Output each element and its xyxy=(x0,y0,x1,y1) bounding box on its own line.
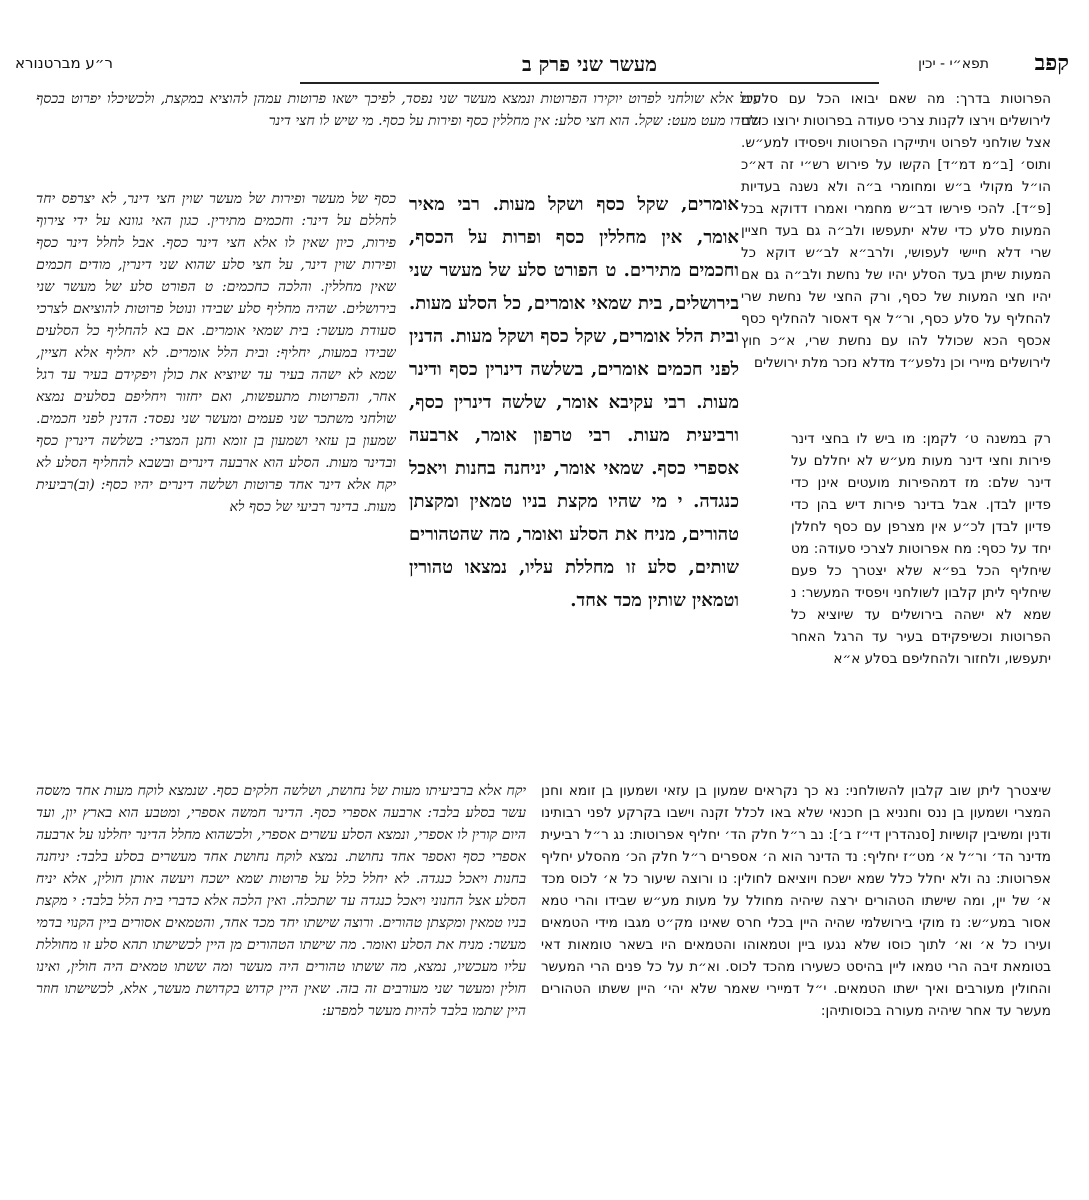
mishnah-text: אומרים, שקל כסף ושקל מעות. רבי מאיר אומר, אין מחללין כסף ופרות על הכסף, וחכמים מתירים. ט הפורט סלע של מעשר שני בירושלים, בית שמאי אומרים, כל הסלע מעות. ובית הלל אומרים, שקל כסף ושקל מעות. הדנין לפני חכמים אומרים, בשלשה דינרין כסף ודינר מעות. רבי עקיבא אומר, שלשה דינרין כסף, ורביעית מעות. רבי טרפון אומר, ארבעה אספרי כסף. שמאי אומר, יניחנה בחנות ויאכל כנגדה. י מי שהיו מקצת בניו טמאין ומקצתן טהורים, מניח את הסלע ואומר, מה שהטהורים שותים, סלע זו מחללת עליו, נמצאו טהורין וטמאין שותין מכד אחד. xyxy=(409,194,739,611)
bartenura-commentary-top xyxy=(36,88,761,188)
tiferet-commentary-middle xyxy=(791,428,1051,788)
tiferet-bottom-text: שיצטרך ליתן שוב קלבון להשולחני: נא כך נקראים שמעון בן עזאי ושמעון בן זומא וחנן המצרי ושמעון בן ננס וחנניא בן חכנאי שלא באו לכלל זקנה וישבו בקרקע לפני רבותינו ודנין ומשיבין קושיות [סנהדרין די״ז ב׳]: נב ר״ל חלק הד׳ יחליף אפרוטות: נג ר״ל רביעית מדינר הד׳ ור״ל א׳ מט״ז יחליף: נד הדינר הוא ה׳ אספרים ר״ל חלק הכ׳ מהסלע יחליף אפרוטות: נה ולא יחלל כלל שמא ישכח ויוציאם לחולין: נו ורוצה שיעור כל א׳ לכוס מכד א׳ של יין, ומה שישתו הטהורים ירצה שיהיה מחולל על מעות מע״ש שבידו והרי טמא אסור במע״ש: נז מוקי בירושלמי שהיה היין בכלי חרס שאינו מק״ט מגבו מידי הטמאים ועירו כל א׳ וא׳ לתוך כוסו שלא נגעו ביין וטמאוהו והטמאים היו בשאר טומאות דאי בטומאת זיבה הרי טמאו ליין בהיסט כשעירו מהכד לכוס. וא״ת על כל פנים הרי המעשר והחולין מעורבים ואיך ישתו הטמאים. י״ל דמיירי שאמר שלא יהי׳ היין ששתו הטהורים מעשר עד אחר שיהיה מעורה בכוסותיהן: xyxy=(541,783,1051,1019)
bartenura-commentary-bottom xyxy=(36,780,526,1125)
bartenura-bottom-text: יקח אלא ברביעיתו מעות של נחושת, ושלשה חלקים כסף. שנמצא לוקח מעות אחד משסה עשר בסלע בלבד: ארבעה אספרי כסף. הדינר חמשה אספרי, ומטבע הוא בארץ יון, ועד היום קורין לו אספרי, ונמצא הסלע עשרים אספרי, ולכשהוא מחלל הדינר יחללנו על ארבעה אספרי כסף ואספר אחד נחושת. נמצא לוקח נחושת אחד מעשרים בסלע בלבד: יניחנה בחנות ויאכל כנגדה. לא יחלל כלל על פרוטות שמא ישכח ויעשה אותן חולין, אלא יניח הסלע אצל החנוני ויאכל כנגדה עד שתכלה. ואין הלכה אלא כדברי בית הלל בלבד: י מקצת בניו טמאין ומקצתן טהורים. ורוצה שישתו יחד מכד אחד, והטמאים אסורים ביין הקנוי בדמי מעשר: מניח את הסלע ואומר. מה שישתו הטהורים מן היין לכשישתו תהא סלע זו מחוללת עליו מעכשיו, נמצא, מה ששתו טהורים היה מעשר ומה ששתו טמאים היה חולין, ואינו חולין ומעשר שני מעורבים זה בזה. שאין היין קדוש בקדושת מעשר, אלא, לכשישתו חוזר היין שתמו בלבד להיות מעשר למפרע: xyxy=(36,783,526,1019)
tiferet-top-text: הפרוטות בדרך: מה שאם יבואו הכל עם סלעים לירושלים וירצו לקנות צרכי סעודה בפרוטות ירוצו כולם אצל שולחני לפרוט ויתייקרו הפרוטות ויפסידו למע״ש. ותוס׳ [ב״מ דמ״ד] הקשו על פירוש רש״י זה דא״כ הו״ל מקולי ב״ש ומחומרי ב״ה ולא נשנה בעדיות [פ״ד]. להכי פירשו דב״ש מחמרי ואמרו דדוקא בכל המעות סלע כדי שלא יתעפשו ולב״ה גם בעד חציין שרי דלא חיישי לעפושי, ולרב״א לב״ש דוקא כל המעות שיתן בעד הסלע יהיו של נחשת ולב״ה גם אם יהיו חצי המעות של כסף, ורק החצי של נחשת שרי להחליף על סלע כסף, ור״ל אף דאסור להחליף כסף אכסף הכא שכולל להו עם נחשת שרי, א״כ חוץ לירושלים מיירי וכן נלפע״ד מדלא נזכר מלת ירושלים xyxy=(741,91,1051,371)
page-title: מעשר שני פרק ב xyxy=(522,52,657,76)
tiferet-middle-text: רק במשנה ט׳ לקמן: מו ביש לו בחצי דינר פירות וחצי דינר מעות מע״ש לא יחללם על דינר שלם: מז דמהפירות מועטים אינן כדי פדיון לבדן. אבל בדינר פירות דיש בהן כדי פדיון לבדן לכ״ע אין מצרפן עם כסף לחללן יחד על כסף: מח אפרוטות לצרכי סעודה: מט שיחליף הכל בפ״א שלא יצטרך כל פעם שיחליף ליתן קלבון לשולחני ויפסיד המעשר: נ שמא לא ישהה בירושלים עד שיוציא כל הפרוטות וכשיפקידם בעיר עד הרגל האחר יתעפשו, ולחזור ולהחליפם בסלע א״א xyxy=(791,431,1051,667)
page-number: קפב xyxy=(1034,50,1069,76)
page-range: תפא״י - יכין xyxy=(918,56,989,72)
bartenura-commentary-column xyxy=(36,188,396,778)
bartenura-column-text: כסף של מעשר ופירות של מעשר שוין חצי דינר, לא יצרפס יחד לחללם על דינר: וחכמים מתירין. כגון האי גוונא על ידי צירוף פירות, כיון שאין לו אלא חצי דינר כסף. אבל לחלל דינר כסף ופירות שוין דינר, על חצי סלע שהוא שני דינרין, מודים חכמים שאין מחללין. והלכה כחכמים: ט הפורט סלע של מעשר שני בירושלים. שהיה מחליף סלע שבידו ונוטל פרוטות להוציאם לצרכי סעודת מעשר: בית שמאי אומרים. אם בא להחליף כל הסלעים שבידו במעות, יחליף: ובית הלל אומרים. לא יחליף אלא חציין, שמא לא ישהה בעיר עד שיוציא את כולן ויפקידם בעיר עד רגל אחר, והפרוטות מתעפשות, ואם יחזור ויחליפם בסלעים נמצא שולחני משתכר שני פעמים ומעשר שני נפסד: הדנין לפני חכמים. שמעון בן עזאי ושמעון בן זומא וחנן המצרי: בשלשה דינרין כסף ובדינר מעות. הסלע הוא ארבעה דינרים ובשבא להחליף הסלע לא יקח אלא דינר אחד פרוטות ושלשה דינרים יהיו כסף: (וב)רביעית מעות. בדינר רביעי של כסף לא xyxy=(36,191,396,515)
bartenura-top-text: הכל אלא שולחני לפרוט יוקירו הפרוטות ונמצא מעשר שני נפסד, לפיכך ישאו פרוטות עמהן להוציא במקצת, ולכשיכלו יפרוט בכסף שבידו מעט מעט: שקל. הוא חצי סלע: אין מחללין כסף ופירות על כסף. מי שיש לו חצי דינר xyxy=(36,91,761,129)
tiferet-commentary-bottom xyxy=(541,780,1051,1130)
tiferet-commentary-top xyxy=(741,88,1051,428)
mishnah-text-block xyxy=(409,188,739,778)
page-header xyxy=(15,48,1069,84)
commentary-name: ר״ע מברטנורא xyxy=(15,54,113,72)
